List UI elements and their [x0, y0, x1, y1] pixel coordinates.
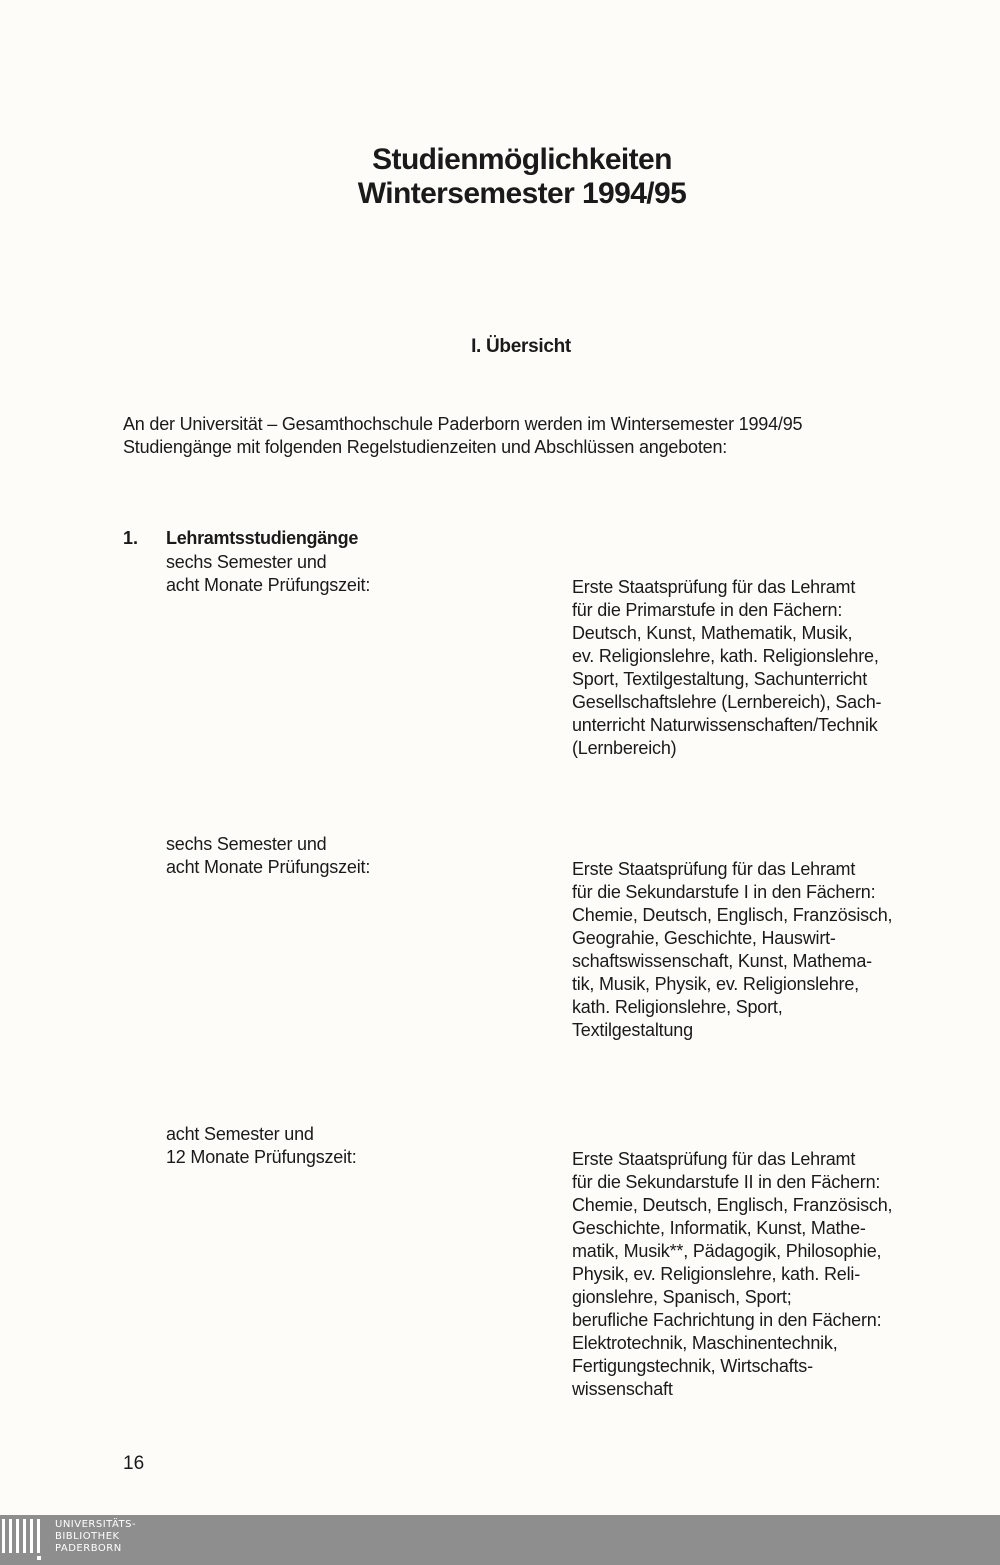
duration-line: acht Monate Prüfungszeit:: [166, 857, 371, 877]
library-name-line: UNIVERSITÄTS-: [55, 1519, 137, 1530]
section-number: 1.: [123, 528, 139, 548]
degree-line: wissenschaft: [572, 1379, 673, 1399]
degree-line: Elektrotechnik, Maschinentechnik,: [572, 1333, 838, 1353]
intro-line-2: Studiengänge mit folgenden Regelstudienzeiten und Abschlüssen angeboten:: [123, 437, 728, 457]
library-name-line: PADERBORN: [55, 1543, 122, 1554]
degree-line: tik, Musik, Physik, ev. Religionslehre,: [572, 974, 859, 994]
section-title: Lehramtsstudiengänge: [166, 528, 359, 548]
degree-line: Physik, ev. Religionslehre, kath. Reli-: [572, 1264, 860, 1284]
degree-line: matik, Musik**, Pädagogik, Philosophie,: [572, 1241, 882, 1261]
intro-line-1: An der Universität – Gesamthochschule Paderborn werden im Wintersemester 1994/95: [123, 414, 803, 434]
entry-duration: [166, 1123, 526, 1169]
degree-line: Geograhie, Geschichte, Hauswirt-: [572, 928, 836, 948]
degree-line: Deutsch, Kunst, Mathematik, Musik,: [572, 623, 853, 643]
intro-paragraph: [123, 413, 953, 459]
degree-line: Erste Staatsprüfung für das Lehramt: [572, 859, 856, 879]
degree-line: Gesellschaftslehre (Lernbereich), Sach-: [572, 692, 882, 712]
degree-line: für die Sekundarstufe I in den Fächern:: [572, 882, 876, 902]
duration-line: sechs Semester und: [166, 552, 327, 572]
degree-line: schaftswissenschaft, Kunst, Mathema-: [572, 951, 872, 971]
library-name-line: BIBLIOTHEK: [55, 1531, 120, 1542]
section-heading: I. Übersicht: [471, 336, 571, 357]
entry-duration: [166, 833, 526, 879]
degree-line: Chemie, Deutsch, Englisch, Französisch,: [572, 905, 893, 925]
library-footer-bar: [0, 1515, 1000, 1565]
entry-degree: [572, 1148, 972, 1401]
page-title: [0, 143, 1000, 211]
title-line-1: Studienmöglichkeiten: [372, 143, 672, 176]
library-name: [55, 1519, 136, 1555]
degree-line: für die Primarstufe in den Fächern:: [572, 600, 843, 620]
duration-line: acht Semester und: [166, 1124, 314, 1144]
library-logo-icon: [2, 1519, 46, 1561]
degree-line: unterricht Naturwissenschaften/Technik: [572, 715, 878, 735]
degree-line: ev. Religionslehre, kath. Religionslehre,: [572, 646, 879, 666]
degree-line: Textilgestaltung: [572, 1020, 693, 1040]
degree-line: Fertigungstechnik, Wirtschafts-: [572, 1356, 813, 1376]
degree-line: für die Sekundarstufe II in den Fächern:: [572, 1172, 881, 1192]
entry-duration: [166, 551, 526, 597]
degree-line: berufliche Fachrichtung in den Fächern:: [572, 1310, 882, 1330]
duration-line: acht Monate Prüfungszeit:: [166, 575, 371, 595]
degree-line: Chemie, Deutsch, Englisch, Französisch,: [572, 1195, 893, 1215]
degree-line: (Lernbereich): [572, 738, 677, 758]
title-line-2: Wintersemester 1994/95: [357, 177, 687, 210]
entry-degree: [572, 858, 972, 1042]
entry-degree: [572, 576, 972, 760]
degree-line: Erste Staatsprüfung für das Lehramt: [572, 577, 856, 597]
page-number: 16: [123, 1453, 145, 1474]
duration-line: sechs Semester und: [166, 834, 327, 854]
degree-line: kath. Religionslehre, Sport,: [572, 997, 783, 1017]
degree-line: Sport, Textilgestaltung, Sachunterricht: [572, 669, 868, 689]
degree-line: Geschichte, Informatik, Kunst, Mathe-: [572, 1218, 866, 1238]
degree-line: gionslehre, Spanisch, Sport;: [572, 1287, 792, 1307]
degree-line: Erste Staatsprüfung für das Lehramt: [572, 1149, 856, 1169]
duration-line: 12 Monate Prüfungszeit:: [166, 1147, 357, 1167]
